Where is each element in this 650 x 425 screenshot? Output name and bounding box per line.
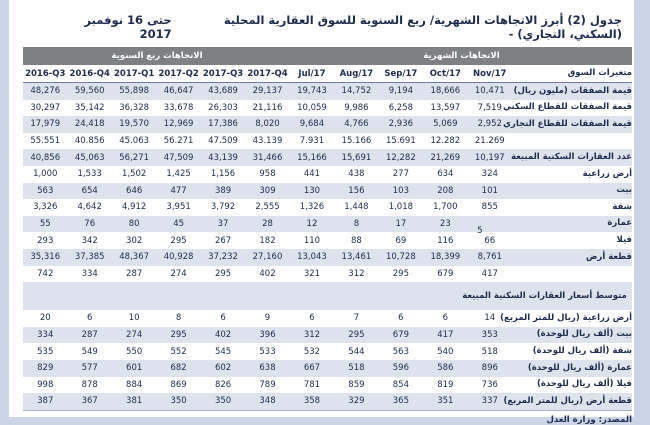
cell-value: 287 bbox=[126, 268, 143, 279]
cell-value: 6,258 bbox=[388, 102, 414, 113]
group-header-quarterly: الاتجاهات ربع السنوية bbox=[111, 51, 203, 61]
cell-value: 103 bbox=[392, 185, 409, 196]
cell-value: 367 bbox=[81, 396, 98, 407]
cell-value: 7 bbox=[353, 313, 360, 324]
cell-value: 293 bbox=[37, 235, 54, 246]
cell-value: 59,560 bbox=[74, 86, 105, 97]
cell-value: 549 bbox=[81, 346, 98, 357]
cell-value: 9 bbox=[264, 313, 271, 324]
cell-value: 353 bbox=[481, 330, 498, 341]
cell-value: 267 bbox=[214, 235, 232, 246]
table-row bbox=[23, 327, 632, 344]
cell-value: 1,000 bbox=[33, 169, 58, 180]
cell-value: 896 bbox=[481, 363, 498, 374]
cell-value: 295 bbox=[392, 268, 409, 279]
cell-value: 15.166 bbox=[341, 136, 372, 147]
cell-value: 20 bbox=[39, 313, 51, 324]
cell-value: 295 bbox=[348, 330, 365, 341]
section-header-label: متوسط أسعار العقارات السكنية المبيعة bbox=[462, 291, 627, 302]
table-row bbox=[23, 183, 632, 200]
cell-value: 563 bbox=[37, 185, 54, 196]
group-header-band bbox=[23, 47, 632, 65]
cell-value: 48,367 bbox=[119, 252, 150, 263]
cell-value: 13,461 bbox=[341, 252, 372, 263]
cell-value: 287 bbox=[81, 330, 98, 341]
cell-value: 1,700 bbox=[433, 202, 458, 213]
cell-value: 277 bbox=[392, 169, 409, 180]
cell-value: 12,969 bbox=[163, 119, 194, 130]
cell-value: 14 bbox=[484, 313, 496, 324]
cell-value: 358 bbox=[303, 396, 321, 407]
cell-value: 9,986 bbox=[344, 102, 369, 113]
cell-value: 56,271 bbox=[119, 152, 150, 163]
column-header-row bbox=[23, 65, 632, 83]
cell-value: 40,928 bbox=[163, 252, 194, 263]
cell-value: 46,647 bbox=[163, 86, 194, 97]
cell-value: 550 bbox=[126, 346, 143, 357]
cell-value: 12.282 bbox=[430, 136, 461, 147]
cell-value: 736 bbox=[481, 379, 498, 390]
cell-value: 535 bbox=[37, 346, 54, 357]
cell-value: 329 bbox=[348, 396, 365, 407]
cell-value: 302 bbox=[126, 235, 143, 246]
cell-value: 19,743 bbox=[297, 86, 327, 97]
column-header: 2017-Q2 bbox=[158, 68, 199, 79]
cell-value: 8,761 bbox=[477, 252, 502, 263]
cell-value: 4,912 bbox=[121, 202, 147, 213]
row-label: عدد العقارات السكنية المبيعة bbox=[510, 152, 632, 162]
cell-value: 274 bbox=[170, 268, 187, 279]
document-page bbox=[9, 0, 634, 425]
cell-value: 350 bbox=[170, 396, 187, 407]
cell-value: 23 bbox=[439, 219, 451, 230]
cell-value: 441 bbox=[303, 169, 321, 180]
cell-value: 667 bbox=[303, 363, 321, 374]
cell-value: 563 bbox=[392, 346, 409, 357]
cell-value: 18,399 bbox=[430, 252, 461, 263]
cell-value: 45,063 bbox=[74, 152, 105, 163]
cell-value: 8 bbox=[353, 219, 360, 230]
row-label: أرض زراعية bbox=[582, 168, 632, 179]
column-header: 2017-Q1 bbox=[113, 68, 155, 79]
cell-value: 859 bbox=[348, 379, 365, 390]
cell-value: 533 bbox=[259, 346, 276, 357]
row-label: قطعة أرض bbox=[586, 251, 632, 262]
cell-value: 2,555 bbox=[255, 202, 280, 213]
cell-value: 518 bbox=[348, 363, 365, 374]
cell-value: 324 bbox=[481, 169, 498, 180]
cell-value: 532 bbox=[303, 346, 321, 357]
cell-value: 577 bbox=[81, 363, 98, 374]
cell-value: 638 bbox=[259, 363, 276, 374]
cell-value: 295 bbox=[170, 330, 187, 341]
row-label: بيت (ألف ريال للوحدة) bbox=[536, 329, 632, 340]
cell-value: 321 bbox=[303, 268, 321, 279]
cell-value: 274 bbox=[126, 330, 143, 341]
cell-value: 348 bbox=[259, 396, 276, 407]
cell-value: 156 bbox=[348, 185, 365, 196]
cell-value: 312 bbox=[348, 268, 365, 279]
cell-value: 958 bbox=[259, 169, 276, 180]
cell-value: 819 bbox=[437, 379, 454, 390]
row-label: شقة (ألف ريال للوحدة) bbox=[532, 345, 632, 356]
cell-value: 417 bbox=[437, 330, 454, 341]
column-header: Aug/17 bbox=[339, 68, 374, 79]
row-label: قيمة الصفقات للقطاع التجاري bbox=[503, 118, 632, 129]
cell-value: 45.063 bbox=[119, 136, 150, 147]
cell-value: 337 bbox=[481, 396, 498, 407]
cell-value: 781 bbox=[303, 379, 321, 390]
row-label: فيلا (ألف ريال للوحدة) bbox=[536, 379, 632, 390]
cell-value: 18,666 bbox=[430, 86, 461, 97]
cell-value: 36,328 bbox=[119, 102, 150, 113]
section-header-row bbox=[23, 282, 632, 310]
cell-value: 1,326 bbox=[299, 202, 325, 213]
cell-value: 66 bbox=[484, 235, 496, 246]
cell-value: 55 bbox=[39, 219, 51, 230]
cell-value: 829 bbox=[37, 363, 54, 374]
cell-value: 9,194 bbox=[388, 86, 414, 97]
table-row bbox=[23, 116, 632, 133]
row-label: بيت bbox=[616, 185, 632, 196]
cell-value: 998 bbox=[37, 379, 54, 390]
cell-value: 9,684 bbox=[299, 119, 325, 130]
cell-value: 31,466 bbox=[252, 152, 283, 163]
column-header: 2017-Q4 bbox=[247, 68, 288, 79]
column-header: Nov/17 bbox=[473, 68, 507, 79]
cell-value: 101 bbox=[481, 185, 498, 196]
cell-value: 552 bbox=[170, 346, 187, 357]
cell-value: 295 bbox=[170, 235, 187, 246]
row-label: عمارة bbox=[607, 218, 632, 229]
cell-value: 596 bbox=[392, 363, 409, 374]
cell-value: 33,678 bbox=[163, 102, 194, 113]
cell-value: 21.269 bbox=[474, 136, 505, 147]
table-title-row bbox=[9, 0, 634, 41]
cell-value: 35,316 bbox=[30, 252, 61, 263]
cell-value: 540 bbox=[437, 346, 454, 357]
cell-value: 40.856 bbox=[74, 136, 105, 147]
cell-value: 3,326 bbox=[33, 202, 58, 213]
cell-value: 869 bbox=[170, 379, 187, 390]
cell-value: 1,448 bbox=[344, 202, 369, 213]
cell-value: 13,043 bbox=[297, 252, 327, 263]
cell-value: 477 bbox=[170, 185, 187, 196]
cell-value: 518 bbox=[481, 346, 498, 357]
row-label: شقة bbox=[612, 201, 632, 212]
cell-value: 43,139 bbox=[208, 152, 238, 163]
cell-value: 4,766 bbox=[344, 119, 369, 130]
cell-value: 6 bbox=[398, 313, 404, 324]
table-row bbox=[23, 199, 632, 216]
cell-value: 682 bbox=[170, 363, 187, 374]
cell-value: 76 bbox=[84, 219, 96, 230]
cell-value: 80 bbox=[128, 219, 140, 230]
cell-value: 88 bbox=[351, 235, 362, 246]
cell-value: 601 bbox=[126, 363, 143, 374]
cell-value: 17,386 bbox=[208, 119, 238, 130]
cell-value: 742 bbox=[37, 268, 54, 279]
cell-value: 43.139 bbox=[252, 136, 283, 147]
cell-value: 29,137 bbox=[252, 86, 283, 97]
column-header: Oct/17 bbox=[429, 68, 461, 79]
cell-value: 878 bbox=[81, 379, 98, 390]
table-row bbox=[23, 133, 632, 150]
cell-value: 295 bbox=[214, 268, 232, 279]
column-header: 2017-Q3 bbox=[202, 68, 244, 79]
cell-value: 417 bbox=[481, 268, 498, 279]
cell-value: 15.691 bbox=[385, 136, 416, 147]
table-row bbox=[23, 249, 632, 266]
cell-value: 387 bbox=[37, 396, 54, 407]
group-header-monthly: الاتجاهات الشهرية bbox=[423, 51, 500, 61]
cell-value: 26,303 bbox=[208, 102, 238, 113]
table-row bbox=[23, 266, 632, 283]
cell-value: 10 bbox=[128, 313, 140, 324]
column-header: Sep/17 bbox=[384, 68, 418, 79]
cell-value: 5 bbox=[477, 226, 483, 237]
cell-value: 35,142 bbox=[74, 102, 105, 113]
cell-value: 15,166 bbox=[297, 152, 327, 163]
cell-value: 544 bbox=[348, 346, 365, 357]
cell-value: 5,069 bbox=[433, 119, 458, 130]
cell-value: 545 bbox=[214, 346, 232, 357]
source-note: المصدر: وزارة العدل bbox=[546, 414, 632, 425]
table-row bbox=[23, 166, 632, 183]
cell-value: 396 bbox=[259, 330, 276, 341]
cell-value: 43,689 bbox=[208, 86, 238, 97]
cell-value: 654 bbox=[81, 185, 98, 196]
cell-value: 10,059 bbox=[297, 102, 327, 113]
cell-value: 56.271 bbox=[163, 136, 194, 147]
cell-value: 12,282 bbox=[385, 152, 416, 163]
cell-value: 8,020 bbox=[255, 119, 280, 130]
table-row bbox=[23, 343, 632, 360]
cell-value: 854 bbox=[392, 379, 409, 390]
cell-value: 10,197 bbox=[474, 152, 505, 163]
cell-value: 634 bbox=[437, 169, 454, 180]
cell-value: 8 bbox=[175, 313, 182, 324]
cell-value: 6 bbox=[86, 313, 93, 324]
table-row bbox=[23, 232, 632, 249]
cell-value: 1,018 bbox=[388, 202, 414, 213]
cell-value: 402 bbox=[214, 330, 232, 341]
cell-value: 45 bbox=[173, 219, 185, 230]
cell-value: 679 bbox=[392, 330, 409, 341]
cell-value: 4,642 bbox=[77, 202, 102, 213]
cell-value: 24,418 bbox=[74, 119, 105, 130]
table-row bbox=[23, 310, 632, 327]
cell-value: 130 bbox=[303, 185, 321, 196]
cell-value: 389 bbox=[214, 185, 232, 196]
cell-value: 208 bbox=[437, 185, 454, 196]
cell-value: 47.509 bbox=[208, 136, 238, 147]
cell-value: 14,752 bbox=[341, 86, 372, 97]
cell-value: 116 bbox=[437, 235, 454, 246]
cell-value: 342 bbox=[81, 235, 98, 246]
cell-value: 334 bbox=[37, 330, 54, 341]
table-row bbox=[23, 83, 632, 100]
cell-value: 15,691 bbox=[341, 152, 372, 163]
cell-value: 21,269 bbox=[430, 152, 461, 163]
row-label: قطعة أرض (ريال للمتر المربع) bbox=[503, 395, 632, 406]
cell-value: 6 bbox=[309, 313, 315, 324]
table-body bbox=[23, 83, 632, 410]
cell-value: 646 bbox=[126, 185, 143, 196]
row-label: أرض زراعية (ريال للمتر المربع) bbox=[500, 312, 632, 323]
cell-value: 789 bbox=[259, 379, 276, 390]
cell-value: 2,936 bbox=[388, 119, 414, 130]
cell-value: 365 bbox=[392, 396, 409, 407]
cell-value: 12 bbox=[306, 219, 318, 230]
column-header: 2016-Q4 bbox=[69, 68, 110, 79]
table-row bbox=[23, 149, 632, 166]
row-label: قيمة الصفقات (مليون ريال) bbox=[513, 85, 632, 96]
cell-value: 7,519 bbox=[477, 102, 502, 113]
cell-value: 586 bbox=[437, 363, 454, 374]
column-header: 2016-Q3 bbox=[25, 68, 66, 79]
table-title: جدول (2) أبرز الاتجاهات الشهرية/ ربع السنوية للسوق العقارية المحلية (السكني، التجاري) - bbox=[223, 13, 622, 41]
cell-value: 3,792 bbox=[210, 202, 236, 213]
cell-value: 334 bbox=[81, 268, 98, 279]
cell-value: 69 bbox=[395, 235, 407, 246]
cell-value: 30,297 bbox=[30, 102, 61, 113]
cell-value: 1,502 bbox=[121, 169, 147, 180]
cell-value: 27,160 bbox=[252, 252, 283, 263]
cell-value: 110 bbox=[303, 235, 321, 246]
cell-value: 10,471 bbox=[474, 86, 505, 97]
table-row bbox=[23, 377, 632, 394]
cell-value: 40,856 bbox=[30, 152, 61, 163]
table-row bbox=[23, 360, 632, 377]
cell-value: 1,425 bbox=[166, 169, 191, 180]
cell-value: 17,979 bbox=[30, 119, 61, 130]
row-label: فيلا bbox=[616, 234, 632, 245]
cell-value: 855 bbox=[481, 202, 498, 213]
cell-value: 13,597 bbox=[430, 102, 461, 113]
data-table bbox=[23, 47, 632, 411]
table-row bbox=[23, 100, 632, 117]
cell-value: 309 bbox=[259, 185, 276, 196]
cell-value: 37,385 bbox=[74, 252, 105, 263]
row-label: عمارة (ألف ريال للوحدة) bbox=[527, 362, 632, 373]
table-row bbox=[23, 393, 632, 410]
cell-value: 7.931 bbox=[299, 136, 325, 147]
cell-value: 602 bbox=[214, 363, 232, 374]
cell-value: 19,570 bbox=[119, 119, 150, 130]
cell-value: 48,276 bbox=[30, 86, 61, 97]
cell-value: 351 bbox=[437, 396, 454, 407]
cell-value: 884 bbox=[126, 379, 143, 390]
cell-value: 182 bbox=[259, 235, 276, 246]
cell-value: 6 bbox=[220, 313, 226, 324]
cell-value: 438 bbox=[348, 169, 365, 180]
cell-value: 1,533 bbox=[77, 169, 102, 180]
cell-value: 826 bbox=[214, 379, 232, 390]
cell-value: 55,898 bbox=[119, 86, 150, 97]
cell-value: 37,232 bbox=[208, 252, 238, 263]
cell-value: 3,951 bbox=[166, 202, 191, 213]
cell-value: 350 bbox=[214, 396, 232, 407]
cell-value: 47,509 bbox=[163, 152, 194, 163]
cell-value: 402 bbox=[259, 268, 276, 279]
cell-value: 679 bbox=[437, 268, 454, 279]
row-label: قيمة الصفقات للقطاع السكني bbox=[502, 102, 632, 113]
table-title-date: حتى 16 نوفمبر 2017 bbox=[84, 13, 172, 41]
cell-value: 381 bbox=[126, 396, 143, 407]
cell-value: 1,156 bbox=[210, 169, 236, 180]
cell-value: 21,116 bbox=[252, 102, 283, 113]
cell-value: 37 bbox=[217, 219, 229, 230]
cell-value: 10,728 bbox=[385, 252, 416, 263]
column-header: Jul/17 bbox=[298, 68, 326, 79]
table-row bbox=[23, 216, 632, 237]
cell-value: 28 bbox=[262, 219, 273, 230]
column-header-label: متغيرات السوق bbox=[567, 67, 632, 78]
cell-value: 6 bbox=[442, 313, 449, 324]
cell-value: 312 bbox=[303, 330, 321, 341]
cell-value: 55.551 bbox=[30, 136, 61, 147]
cell-value: 2,952 bbox=[477, 119, 502, 130]
cell-value: 17 bbox=[395, 219, 407, 230]
